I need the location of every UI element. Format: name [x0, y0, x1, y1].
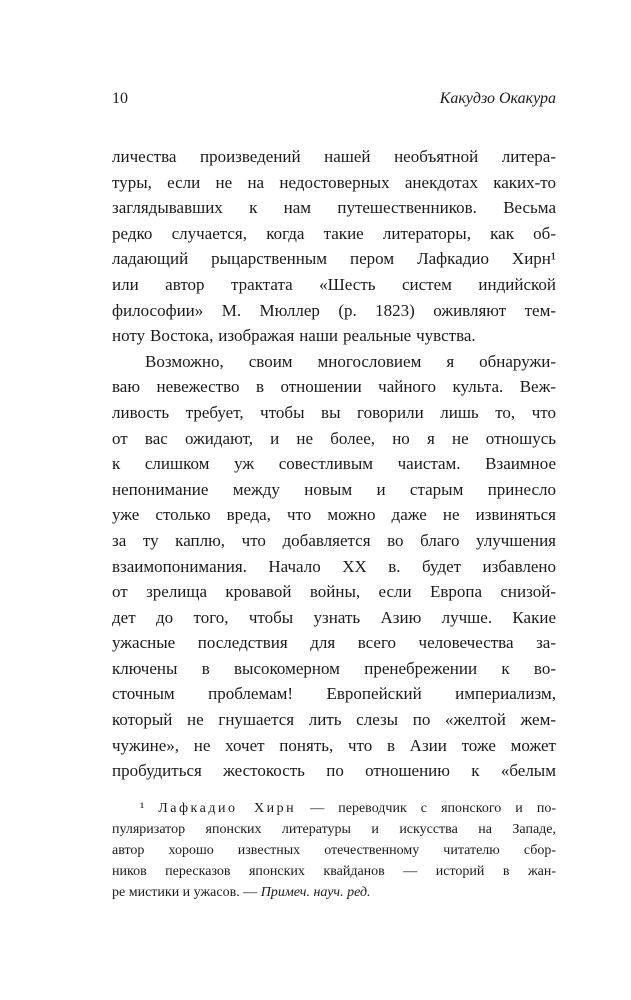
footnote-line [112, 861, 556, 882]
text-line: редко случается, когда такие литераторы, как об- [112, 223, 556, 243]
text-line: к слишком уж совестливым чаистам. Взаимное [112, 454, 556, 474]
text-line: ливость требует, чтобы вы говорили лишь то, что [112, 402, 556, 422]
footnote-text: ре мистики и ужасов. — [112, 884, 261, 900]
body-text [112, 144, 556, 784]
text-line: от вас ожидают, и не более, но я не отношусь [112, 428, 556, 448]
footnote-term: Лафкадио Хирн [158, 800, 297, 816]
footnote [112, 798, 556, 903]
footnote-line [112, 882, 556, 903]
running-title: Какудзо Окакура [439, 90, 556, 107]
text-line: взаимопонимания. Начало XX в. будет избавлено [112, 556, 556, 576]
paragraph [112, 349, 556, 784]
text-line: туры, если не на недостоверных анекдотах каких-то [112, 172, 556, 192]
running-head [112, 90, 556, 108]
footnote-text: — переводчик с японского и по- [296, 800, 556, 816]
text-line: ключены в высокомерном пренебрежении к во- [112, 658, 556, 678]
text-line: пробудиться жестокость по отношению к «белым [112, 761, 556, 781]
text-line: ваю невежество в отношении чайного культа. Веж- [112, 377, 556, 397]
footnote-text: автор хорошо известных отечественному читателю сбор- [112, 842, 556, 858]
text-line: ладающий рыцарственным пером Лафкадио Хирн¹ [112, 249, 556, 269]
paragraph [112, 144, 556, 349]
footnote-text: пуляризатор японских литературы и искусства на Западе, [112, 821, 556, 837]
text-line: чужине», не хочет понять, что в Азии тоже может [112, 735, 556, 755]
text-line: сточным проблемам! Европейский империализм, [112, 684, 556, 704]
text-line: или автор трактата «Шесть систем индийской [112, 274, 556, 294]
text-line: за ту каплю, что добавляется во благо улучшения [112, 530, 556, 550]
text-line: ноту Востока, изображая наши реальные чувства. [112, 326, 476, 346]
text-line: ужасные последствия для всего человечества за- [112, 633, 556, 653]
text-line: заглядывавших к нам путешественников. Весьма [112, 198, 556, 218]
footnote-line [112, 819, 556, 840]
footnote-line [112, 840, 556, 861]
page-number: 10 [112, 90, 128, 107]
text-line: философии» М. Мюллер (р. 1823) оживляют тем- [112, 300, 556, 320]
text-line: дет до того, чтобы узнать Азию лучше. Какие [112, 607, 556, 627]
footnote-line [112, 798, 556, 819]
text-line: уже столько вреда, что можно даже не извиняться [112, 505, 556, 525]
footnote-text: ников пересказов японских квайданов — историй в жан- [112, 863, 556, 879]
footnote-attribution: Примеч. науч. ред. [260, 884, 371, 900]
text-line: от зрелища кровавой войны, если Европа снизой- [112, 582, 556, 602]
text-line: который не гнушается лить слезы по «желтой жем- [112, 710, 556, 730]
text-line: непонимание между новым и старым принесло [112, 479, 556, 499]
text-line: Возможно, своим многословием я обнаружи- [145, 351, 556, 371]
text-line: личества произведений нашей необъятной литера- [112, 147, 556, 166]
footnote-text: ¹ [140, 800, 159, 816]
